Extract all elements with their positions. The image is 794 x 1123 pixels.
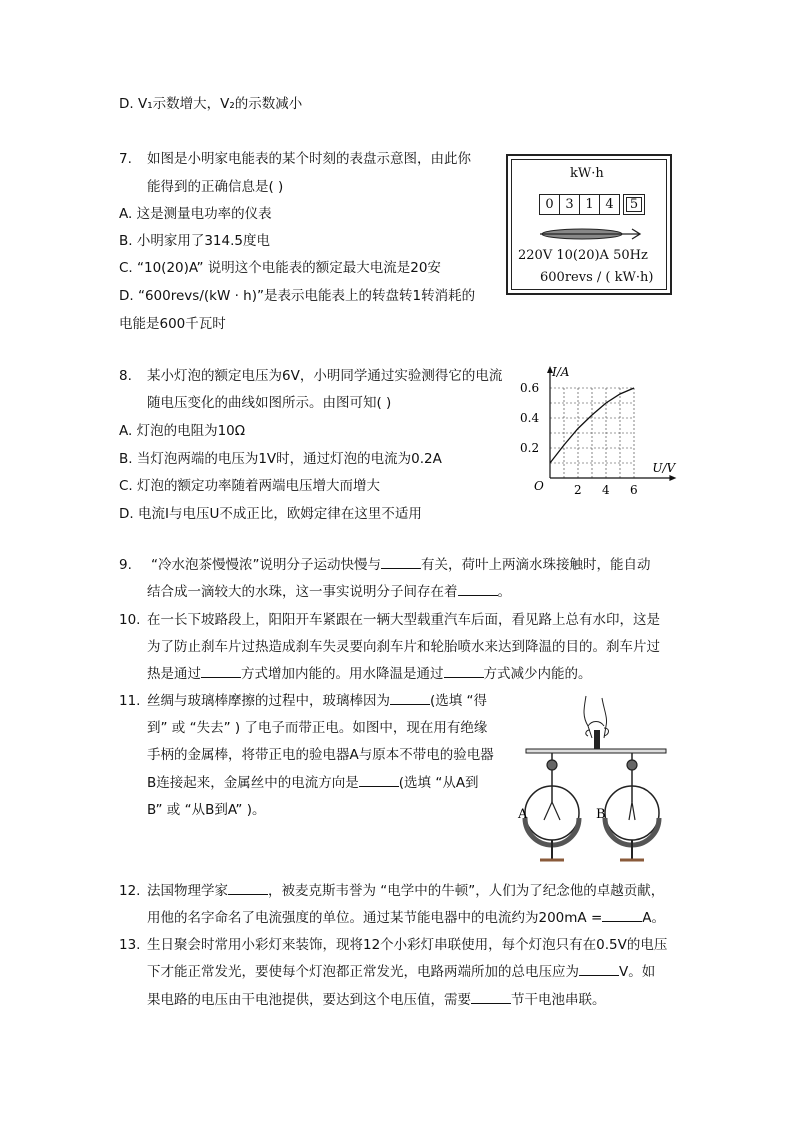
meter-digit-decimal: 5 (623, 194, 645, 215)
q13-number: 13. (119, 937, 141, 953)
electroscope-b (605, 753, 659, 860)
y-axis-label: I/A (552, 365, 570, 379)
q10-number: 10. (119, 612, 141, 628)
q10-line1: 在一长下坡路段上，阳阳开车紧跟在一辆大型载重汽车后面，看见路上总有水印，这是 (147, 612, 660, 628)
q8-option-d: D. 电流I与电压U不成正比，欧姆定律在这里不适用 (119, 506, 422, 522)
q10-line3-c: 方式减少内能的。 (483, 666, 592, 682)
meter-digits (540, 194, 645, 215)
answer-blank[interactable] (458, 582, 498, 596)
q7-option-d-cont: 电能是600千瓦时 (119, 316, 226, 332)
q13-line2 (147, 962, 655, 982)
x-tick-label: 2 (574, 483, 582, 497)
y-tick-label: 0.6 (520, 381, 540, 395)
q10-line3-a: 热是通过 (147, 666, 201, 682)
q9-line1-a: “冷水泡茶慢慢浓”说明分子运动快慢与 (151, 557, 381, 573)
q7-number: 7. (119, 151, 132, 167)
electricity-meter-figure (506, 154, 672, 295)
meter-disc-arrow-icon (536, 224, 646, 244)
q12-line2-a: 用他的名字命名了电流强度的单位。通过某节能电器中的电流约为200mA = (147, 910, 603, 926)
answer-blank[interactable] (359, 773, 399, 787)
q13-line3-b: 节干电池串联。 (511, 992, 606, 1008)
q11-number: 11. (119, 693, 141, 709)
answer-blank[interactable] (602, 908, 642, 922)
q9-line2-a: 结合成一滴较大的水珠，这一事实说明分子间存在着 (147, 584, 458, 600)
answer-blank[interactable] (228, 881, 268, 895)
answer-blank[interactable] (579, 962, 619, 976)
meter-spec-line2: 600revs / ( kW·h) (540, 270, 654, 285)
q7-option-a: A. 这是测量电功率的仪表 (119, 206, 272, 222)
q11-line4 (147, 773, 479, 793)
chart-grid (550, 388, 634, 478)
electroscope-a-label: A (518, 807, 528, 822)
x-tick-label: 6 (630, 483, 638, 497)
q11-line4-b: (选填 “从A到 (398, 775, 479, 791)
electroscope-figure (512, 690, 672, 870)
q7-stem-line2: 能得到的正确信息是( ) (147, 179, 284, 195)
q11-line1 (147, 691, 487, 711)
origin-label: O (534, 479, 544, 493)
current-voltage-chart (520, 360, 680, 500)
q12-line1 (147, 881, 664, 901)
meter-digit: 1 (579, 194, 600, 215)
q8-option-a: A. 灯泡的电阻为10Ω (119, 423, 246, 439)
x-tick-label: 4 (602, 483, 610, 497)
q13-line1: 生日聚会时常用小彩灯来装饰，现将12个小彩灯串联使用，每个灯泡只有在0.5V的电压 (147, 937, 668, 953)
q8-stem-line1: 某小灯泡的额定电压为6V，小明同学通过实验测得它的电流 (147, 368, 503, 384)
q11-line5: B” 或 “从B到A” )。 (147, 802, 266, 818)
q7-option-b: B. 小明家用了314.5度电 (119, 233, 270, 249)
q13-line3 (147, 990, 606, 1010)
meter-digit: 0 (539, 194, 560, 215)
q11-line4-a: B连接起来，金属丝中的电流方向是 (147, 775, 359, 791)
meter-digit: 3 (559, 194, 580, 215)
q12-line2 (147, 908, 665, 928)
answer-blank[interactable] (444, 664, 484, 678)
answer-blank[interactable] (201, 664, 241, 678)
q8-option-b: B. 当灯泡两端的电压为1V时，通过灯泡的电流为0.2A (119, 451, 442, 467)
q10-line3 (147, 664, 592, 684)
meter-unit: kW·h (570, 166, 604, 181)
q12-number: 12. (119, 883, 141, 899)
q10-line3-b: 方式增加内能的。用水降温是通过 (241, 666, 444, 682)
q9-number: 9. (119, 557, 132, 573)
answer-blank[interactable] (390, 691, 430, 705)
q10-line2: 为了防止刹车片过热造成刹车失灵要向刹车片和轮胎喷水来达到降温的目的。刹车片过 (147, 639, 660, 655)
q12-line1-a: 法国物理学家 (147, 883, 228, 899)
electroscope-b-label: B (596, 807, 606, 822)
answer-blank[interactable] (381, 555, 421, 569)
q11-line3: 手柄的金属棒，将带正电的验电器A与原本不带电的验电器 (147, 747, 494, 763)
q11-line2: 到” 或 “失去” ) 了电子而带正电。如图中，现在用有绝缘 (147, 720, 488, 736)
q8-stem-line2: 随电压变化的曲线如图所示。由图可知( ) (147, 395, 392, 411)
q12-line1-b: ，被麦克斯韦誉为 “电学中的牛顿”，人们为了纪念他的卓越贡献， (268, 883, 665, 899)
x-axis-arrow-icon (669, 475, 676, 481)
q8-number: 8. (119, 368, 132, 384)
q13-line3-a: 果电路的电压由干电池提供，要达到这个电压值，需要 (147, 992, 471, 1008)
q13-line2-b: V。如 (619, 964, 656, 980)
q6-option-d: D. V₁示数增大，V₂的示数减小 (119, 96, 303, 112)
y-tick-label: 0.2 (520, 441, 540, 455)
y-tick-label: 0.4 (520, 411, 540, 425)
q12-line2-b: A。 (642, 910, 666, 926)
q7-option-d: D. “600revs/(kW · h)”是表示电能表上的转盘转1转消耗的 (119, 288, 476, 304)
meter-spec-line1: 220V 10(20)A 50Hz (518, 248, 648, 263)
q7-stem-line1: 如图是小明家电能表的某个时刻的表盘示意图，由此你 (147, 151, 471, 167)
x-axis-label: U/V (652, 461, 676, 475)
q11-line1-b: (选填 “得 (430, 693, 488, 709)
q7-option-c: C. “10(20)A” 说明这个电能表的额定最大电流是20安 (119, 260, 441, 276)
meter-digit: 4 (599, 194, 620, 215)
electroscope-a (525, 753, 579, 860)
q13-line2-a: 下才能正常发光，要使每个灯泡都正常发光，电路两端所加的总电压应为 (147, 964, 579, 980)
q9-line2-b: 。 (497, 584, 511, 600)
q11-line1-a: 丝绸与玻璃棒摩擦的过程中，玻璃棒因为 (147, 693, 390, 709)
metal-rod (526, 749, 666, 753)
q9-line1 (151, 555, 651, 575)
q9-line1-b: 有关，荷叶上两滴水珠接触时，能自动 (421, 557, 651, 573)
q8-option-c: C. 灯泡的额定功率随着两端电压增大而增大 (119, 478, 381, 494)
insulated-handle (594, 730, 600, 750)
answer-blank[interactable] (471, 990, 511, 1004)
q9-line2 (147, 582, 511, 602)
